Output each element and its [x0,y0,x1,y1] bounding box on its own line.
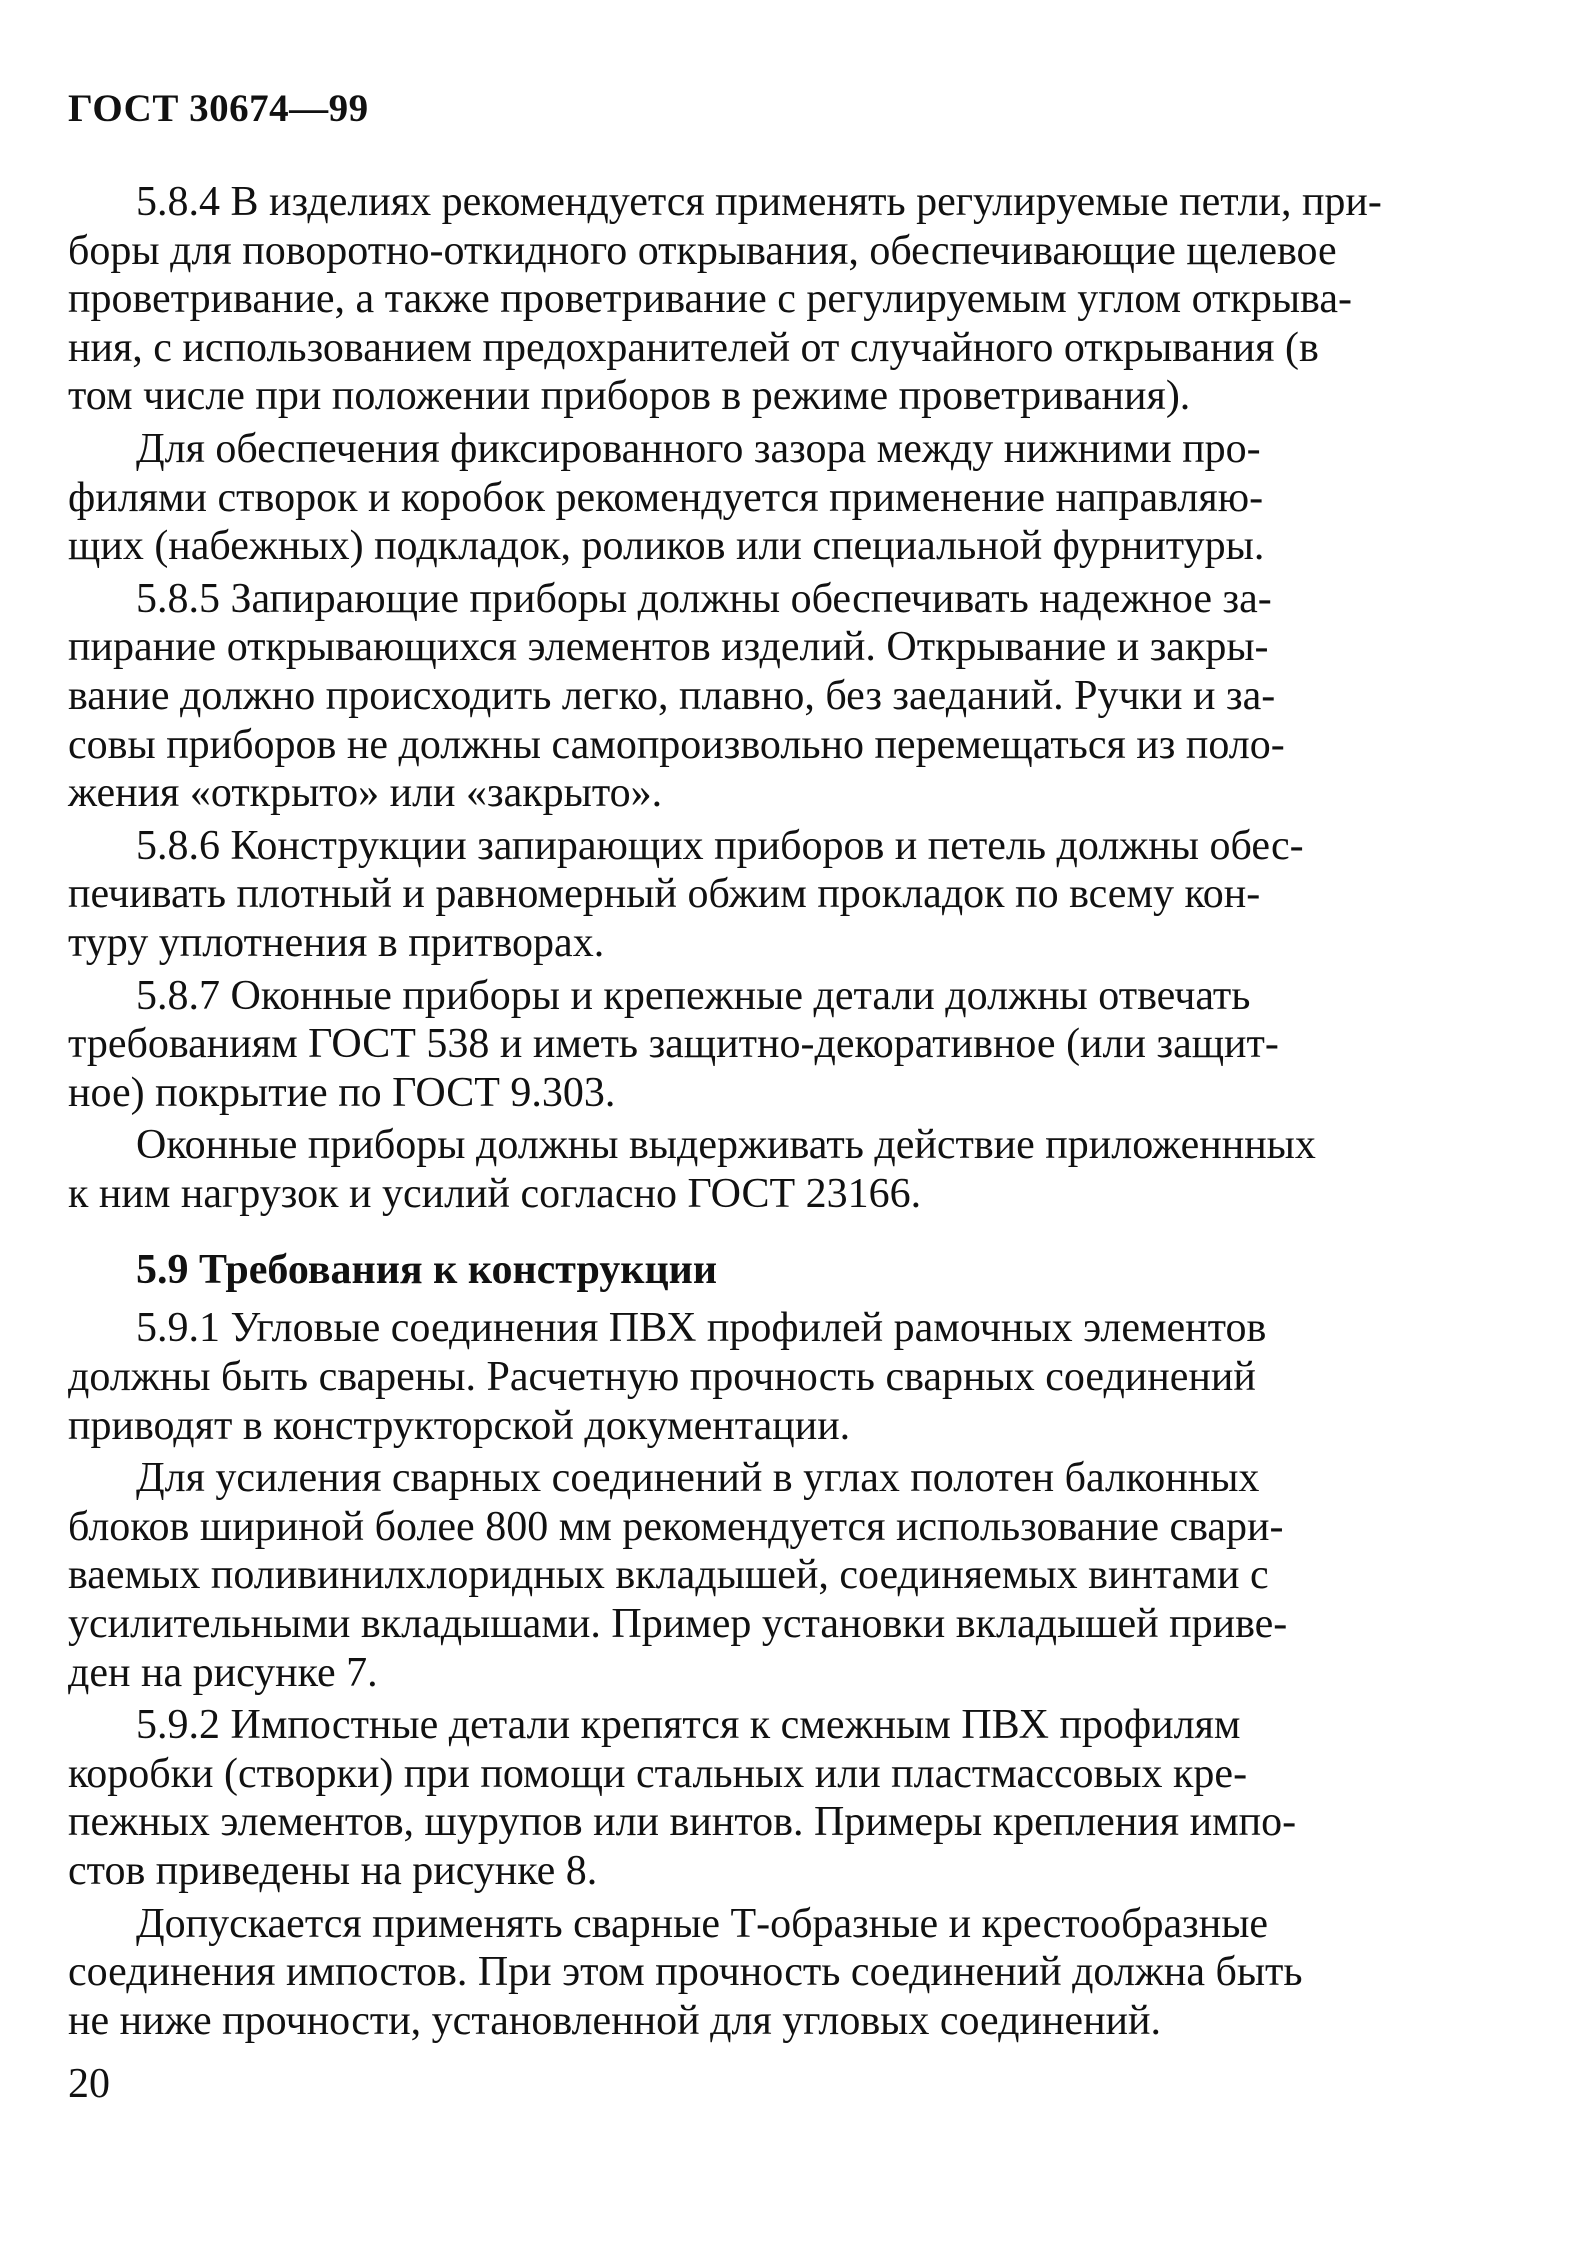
standard-header: ГОСТ 30674—99 [68,87,369,130]
section-heading-5-9: 5.9 Требования к конструкции [136,1247,718,1294]
page-number: 20 [68,2061,110,2107]
document-body [68,178,1460,2045]
paragraph-5-9-2: 5.9.2 Импостные детали крепятся к смежным ПВХ профилям коробки (створки) при помощи стальных или пластмассовых кре- пежных элементов, шурупов или винтов. Примеры крепления импо- стов приведены на рисунке 8. [68,1702,1297,1894]
paragraph-5-9-2-welded-joints: Допускается применять сварные Т-образные и крестообразные соединения импостов. При этом прочность соединений должна быть не ниже прочности, установленной для угловых соединений. [68,1900,1303,2044]
paragraph-5-8-7-loads: Оконные приборы должны выдерживать действие приложеннных к ним нагрузок и усилий согласно ГОСТ 23166. [68,1122,1316,1217]
paragraph-5-8-7: 5.8.7 Оконные приборы и крепежные детали должны отвечать требованиям ГОСТ 538 и иметь защитно-декоративное (или защит- ное) покрытие по ГОСТ 9.303. [68,972,1279,1116]
paragraph-5-8-4-fixed-gap: Для обеспечения фиксированного зазора между нижними про- филями створок и коробок рекомендуется применение направляю- щих (набежных) подкладок, роликов или специальной фурнитуры. [68,425,1265,570]
paragraph-5-9-1-reinforcement: Для усиления сварных соединений в углах полотен балконных блоков шириной более 800 мм рекомендуется использование свари- ваемых поливинилхлоридных вкладышей, соединяемых винтами с усилительными вкладышами. Пример установки вкладышей приве- ден на рисунке 7. [68,1455,1288,1696]
paragraph-5-8-6: 5.8.6 Конструкции запирающих приборов и петель должны обес- печивать плотный и равномерный обжим прокладок по всему кон- туру уплотнения в притворах. [68,822,1304,966]
paragraph-5-9-1: 5.9.1 Угловые соединения ПВХ профилей рамочных элементов должны быть сварены. Расчетную прочность сварных соединений приводят в конструкторской документации. [68,1305,1267,1449]
paragraph-5-8-5: 5.8.5 Запирающие приборы должны обеспечивать надежное за- пирание открывающихся элементов изделий. Открывание и закры- вание должно происходить легко, плавно, без заеданий. Ручки и за- совы приборов не должны самопроизвольно перемещаться из поло- жения «открыто» или «закрыто». [68,575,1285,817]
paragraph-5-8-4: 5.8.4 В изделиях рекомендуется применять регулируемые петли, при- боры для поворотно-откидного открывания, обеспечивающие щелевое проветривание, а также проветривание с регулируемым углом открыва- ния, с использованием предохранителей от случайного открывания (в том числе при положении приборов в режиме проветривания). [68,179,1382,420]
